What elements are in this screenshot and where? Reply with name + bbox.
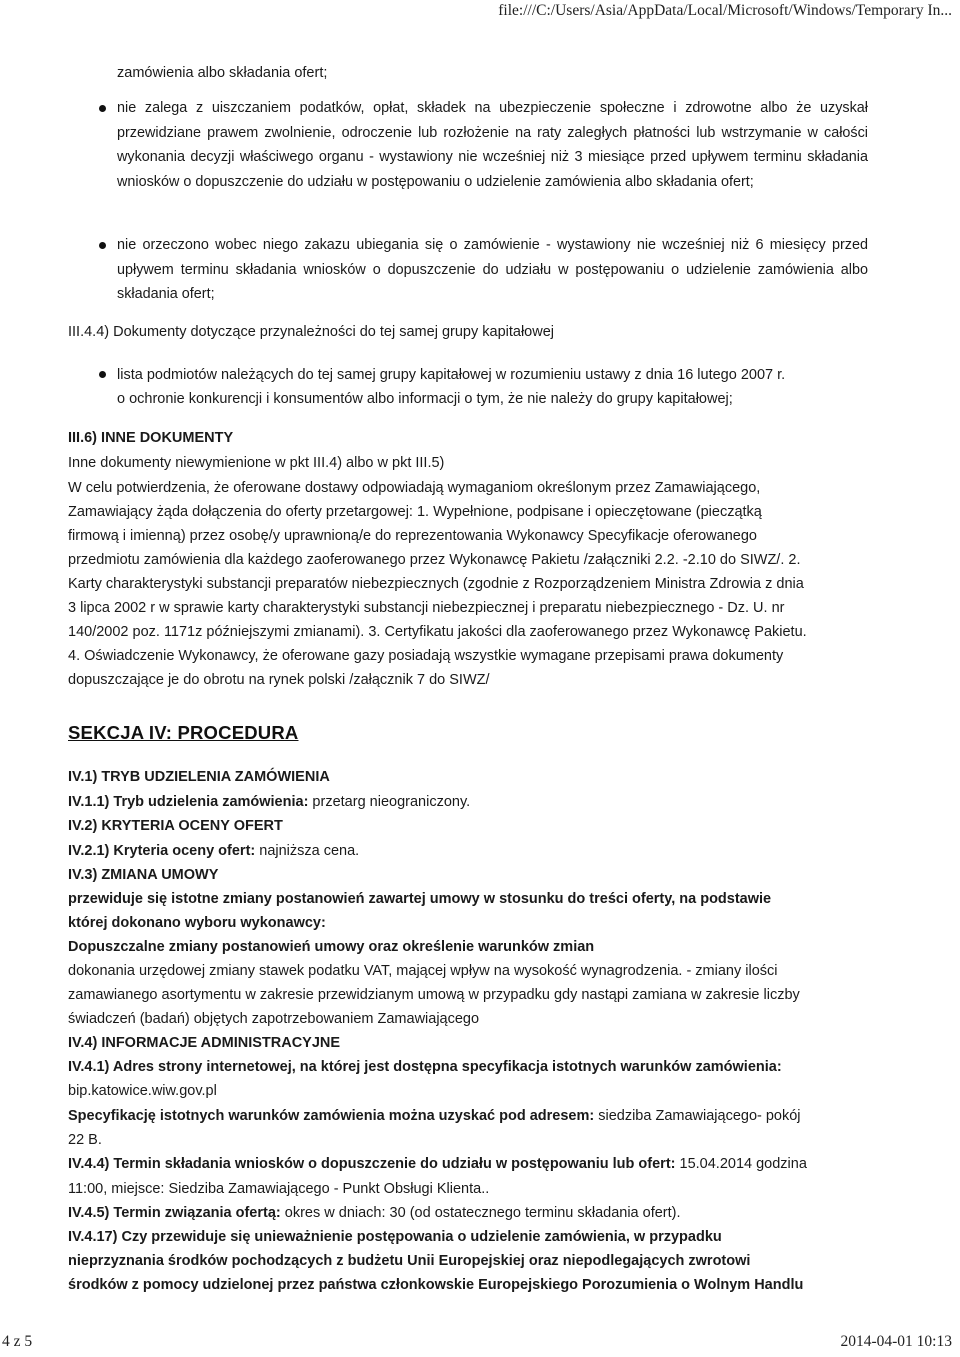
continuation-text: zamówienia albo składania ofert;: [117, 65, 328, 81]
bullet-text: lista podmiotów należących do tej samej grupy kapitałowej w rozumieniu ustawy z dnia 16 lutego 2007 r.: [117, 367, 786, 383]
zmiana-question: przewiduje się istotne zmiany postanowień zawartej umowy w stosunku do treści oferty, na podstawie: [68, 891, 772, 907]
zwiazanie-value: okres w dniach: 30 (od ostatecznego terminu składania ofert).: [280, 1205, 681, 1221]
paragraph-line: przedmiotu zamówienia dla każdego zaoferowanego przez Wykonawcę Pakietu /załączniki 2.2. -2.10 do SIWZ/. 2.: [68, 552, 801, 568]
tryb-heading: IV.1) TRYB UDZIELENIA ZAMÓWIENIA: [68, 769, 330, 785]
print-datetime: 2014-04-01 10:13: [840, 1333, 952, 1350]
section-iv-heading: SEKCJA IV: PROCEDURA: [68, 722, 299, 743]
tryb-value: przetarg nieograniczony.: [308, 794, 471, 810]
tryb-label: IV.1.1) Tryb udzielenia zamówienia:: [68, 794, 309, 810]
termin-label: IV.4.4) Termin składania wniosków o dopuszczenie do udziału w postępowaniu lub ofert:: [68, 1156, 676, 1172]
paragraph-line: 140/2002 poz. 1171z późniejszymi zmianami). 3. Certyfikatu jakości dla zaoferowanego przez Wykonawcę Pakietu.: [68, 624, 807, 640]
tryb-row: [68, 792, 470, 812]
kryteria-heading: IV.2) KRYTERIA OCENY OFERT: [68, 818, 283, 834]
zmiana-question-cont: której dokonano wyboru wykonawcy:: [68, 915, 326, 931]
zmiana-text: dokonania urzędowej zmiany stawek podatku VAT, mającej wpływ na wysokość wynagrodzenia. - zmiany ilości: [68, 963, 778, 979]
bullet-text: nie orzeczono wobec niego zakazu ubiegania się o zamówienie - wystawiony nie wcześniej niż 6 miesięcy przed upływem terminu składania wniosków o dopuszczenie do udziału w postępowaniu o udzielenie zamówienia albo składania ofert;: [117, 237, 868, 302]
adres-value: bip.katowice.wiw.gov.pl: [68, 1083, 217, 1099]
paragraph-line: 4. Oświadczenie Wykonawcy, że oferowane gazy posiadają wszystkie wymagane przepisami prawa dokumenty: [68, 648, 784, 664]
paragraph-line: W celu potwierdzenia, że oferowane dostawy odpowiadają wymaganiom określonym przez Zamawiającego,: [68, 480, 761, 496]
bullet-icon: [99, 242, 106, 249]
paragraph-line: firmową i imienną) przez osobę/y uprawnioną/e do reprezentowania Wykonawcy Specyfikacje oferowanego: [68, 528, 757, 544]
bullet-item: [117, 233, 868, 307]
bullet-text: nie zalega z uiszczaniem podatków, opłat, składek na ubezpieczenie społeczne i zdrowotne albo że uzyskał przewidziane prawem zwolnienie, odroczenie lub rozłożenie na raty zaległych płatności lub wstrzymanie w całości wykonania decyzji właściwego organu - wystawiony nie wcześniej niż 3 miesiące przed upływem terminu składania wniosków o dopuszczenie do udziału w postępowaniu o udzielenie zamówienia albo składania ofert;: [117, 100, 868, 190]
paragraph-line: dopuszczające je do obrotu na rynek polski /załącznik 7 do SIWZ/: [68, 672, 490, 688]
zmiana-heading: IV.3) ZMIANA UMOWY: [68, 867, 219, 883]
section-subtitle-iii-6: Inne dokumenty niewymienione w pkt III.4) albo w pkt III.5): [68, 455, 445, 471]
termin-value: 15.04.2014 godzina: [675, 1156, 807, 1172]
spec-row: [68, 1106, 801, 1126]
page-number: 4 z 5: [2, 1333, 33, 1350]
bullet-item: [117, 365, 785, 385]
bullet-icon: [99, 371, 106, 378]
zwiazanie-row: [68, 1203, 681, 1223]
zmiana-text: świadczeń (badań) objętych zapotrzebowaniem Zamawiającego: [68, 1011, 480, 1027]
q17-line: IV.4.17) Czy przewiduje się unieważnienie postępowania o udzielenie zamówienia, w przypadku: [68, 1229, 722, 1245]
kryteria-label: IV.2.1) Kryteria oceny ofert:: [68, 843, 256, 859]
kryteria-row: [68, 841, 359, 861]
adres-label: IV.4.1) Adres strony internetowej, na której jest dostępna specyfikacja istotnych warunków zamówienia:: [68, 1059, 782, 1075]
bullet-item: [117, 96, 868, 194]
termin-value-cont: 11:00, miejsce: Siedziba Zamawiającego - Punkt Obsługi Klienta..: [68, 1181, 490, 1197]
bullet-text-cont: o ochronie konkurencji i konsumentów albo informacji o tym, że nie należy do grupy kapitałowej;: [117, 391, 733, 407]
section-heading-iii-4-4: III.4.4) Dokumenty dotyczące przynależności do tej samej grupy kapitałowej: [68, 324, 554, 340]
zmiana-subheading: Dopuszczalne zmiany postanowień umowy oraz określenie warunków zmian: [68, 939, 595, 955]
browser-url-header: file:///C:/Users/Asia/AppData/Local/Microsoft/Windows/Temporary In...: [498, 2, 952, 19]
spec-value: siedziba Zamawiającego- pokój: [594, 1108, 801, 1124]
zwiazanie-label: IV.4.5) Termin związania ofertą:: [68, 1205, 281, 1221]
section-heading-iii-6: III.6) INNE DOKUMENTY: [68, 430, 234, 446]
paragraph-line: Zamawiający żąda dołączenia do oferty przetargowej: 1. Wypełnione, podpisane i opieczętowane (pieczątką: [68, 504, 762, 520]
paragraph-line: 3 lipca 2002 r w sprawie karty charakterystyki substancji niebezpiecznej i preparatu niebezpiecznego - Dz. U. nr: [68, 600, 785, 616]
q17-line: środków z pomocy udzielonej przez państwa członkowskie Europejskiego Porozumienia o Wolnym Handlu: [68, 1277, 804, 1293]
paragraph-line: Karty charakterystyki substancji preparatów niebezpiecznych (zgodnie z Rozporządzeniem Ministra Zdrowia z dnia: [68, 576, 804, 592]
kryteria-value: najniższa cena.: [255, 843, 360, 859]
zmiana-text: zamawianego asortymentu w zakresie przewidzianym umową w przypadku gdy nastąpi zamiana w zakresie liczby: [68, 987, 800, 1003]
spec-value-cont: 22 B.: [68, 1132, 102, 1148]
info-heading: IV.4) INFORMACJE ADMINISTRACYJNE: [68, 1035, 341, 1051]
bullet-icon: [99, 105, 106, 112]
q17-line: nieprzyznania środków pochodzących z budżetu Unii Europejskiej oraz niepodlegających zwrotowi: [68, 1253, 751, 1269]
spec-label: Specyfikację istotnych warunków zamówienia można uzyskać pod adresem:: [68, 1108, 595, 1124]
termin-row: [68, 1154, 807, 1174]
